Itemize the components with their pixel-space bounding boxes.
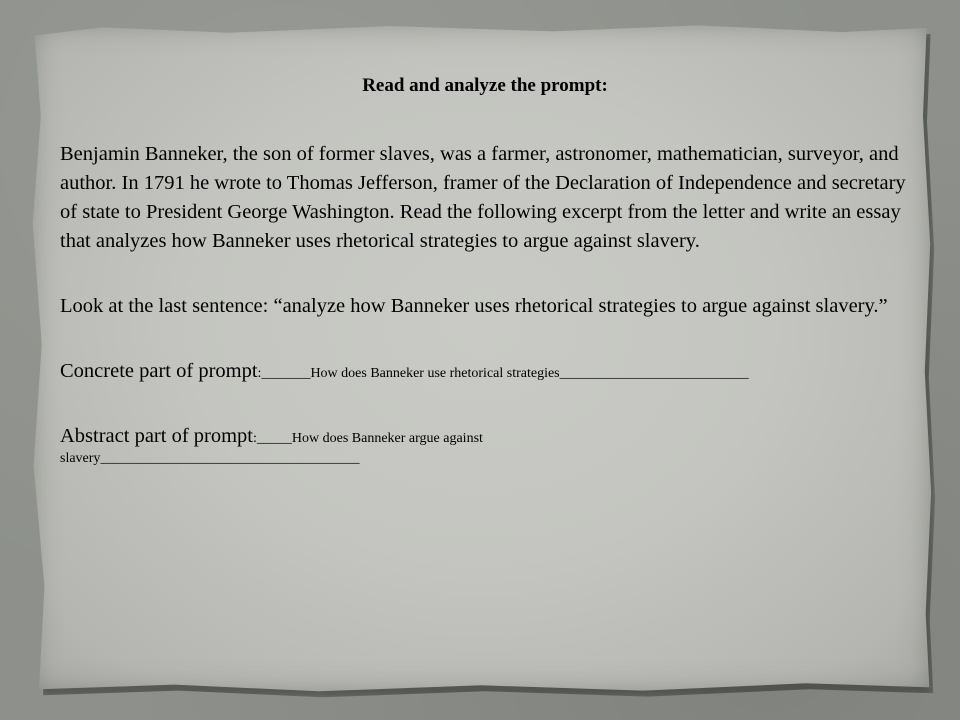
abstract-continuation (60, 451, 910, 467)
last-sentence-paragraph: Look at the last sentence: “analyze how Banneker uses rhetorical strategies to argue against slavery.” (60, 295, 888, 317)
concrete-blank-after: ___________________________ (559, 366, 749, 381)
prompt-paragraph: Benjamin Banneker, the son of former slaves, was a farmer, astronomer, mathematician, surveyor, and author. In 1791 he wrote to Thomas Jefferson, framer of the Declaration of Independence and secretary of state to President George Washington. Read the following excerpt from the letter and write an essay that analyzes how Banneker uses rhetorical strategies to argue against slavery. (60, 143, 906, 252)
concrete-colon: : (257, 366, 262, 381)
slide-content (60, 74, 910, 467)
abstract-blank-before: _____ (256, 431, 292, 446)
abstract-blank-after: _____________________________________ (100, 451, 360, 466)
concrete-prompt-line (60, 357, 910, 388)
abstract-prompt-line (60, 422, 910, 453)
abstract-answer-line1: How does Banneker argue against (291, 431, 483, 446)
abstract-label: Abstract part of prompt (60, 425, 253, 447)
concrete-blank-before: _______ (261, 366, 311, 381)
abstract-colon: : (253, 431, 257, 446)
concrete-label: Concrete part of prompt (60, 360, 258, 382)
slide-title: Read and analyze the prompt: (362, 75, 608, 96)
concrete-answer: How does Banneker use rhetorical strategies (310, 366, 560, 381)
abstract-answer-line2: slavery (60, 451, 101, 466)
